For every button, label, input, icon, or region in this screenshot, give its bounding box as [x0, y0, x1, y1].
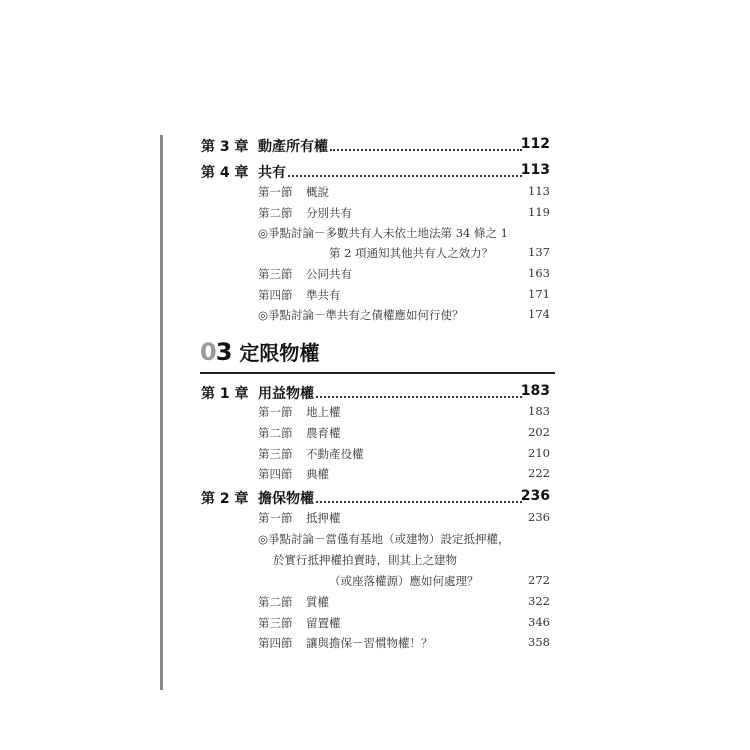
section-label: 第二節 — [258, 426, 293, 440]
discussion-title[interactable]: ◎爭點討論－當僅有基地（或建物）設定抵押權， — [258, 532, 510, 546]
discussion-page: 137 — [528, 245, 550, 259]
section-label: 第三節 — [258, 267, 293, 281]
section-title[interactable]: 典權 — [306, 467, 329, 481]
chapter-2-title: 擔保物權 — [258, 491, 314, 507]
section-label: 第一節 — [258, 405, 293, 419]
section-title[interactable]: 不動產役權 — [306, 447, 364, 461]
chapter-3-label: 第 3 章 — [201, 139, 249, 155]
chapter-2-label: 第 2 章 — [201, 491, 249, 507]
chapter-2-page: 236 — [520, 488, 550, 504]
section-label: 第二節 — [258, 206, 293, 220]
section-label: 第二節 — [258, 595, 293, 609]
discussion-title-continued: 於實行抵押權拍賣時，則其上之建物 — [273, 553, 457, 567]
section-title[interactable]: 公同共有 — [306, 267, 352, 281]
section-label: 第四節 — [258, 288, 293, 302]
section-page: 113 — [528, 184, 550, 198]
chapter-3-title-row[interactable] — [258, 136, 524, 156]
chapter-4-label: 第 4 章 — [201, 165, 249, 181]
section-page: 346 — [528, 615, 550, 629]
section-title[interactable]: 留置權 — [306, 616, 341, 630]
chapter-1-label: 第 1 章 — [201, 386, 249, 402]
section-page: 202 — [528, 425, 550, 439]
chapter-3-title: 動產所有權 — [258, 139, 328, 155]
discussion-title[interactable]: ◎爭點討論－準共有之債權應如何行使？ — [258, 308, 464, 322]
section-page: 322 — [528, 594, 550, 608]
section-label: 第三節 — [258, 616, 293, 630]
chapter-1-title-row[interactable] — [258, 383, 524, 403]
chapter-3-page: 112 — [520, 136, 550, 152]
section-label: 第一節 — [258, 185, 293, 199]
section-title[interactable]: 抵押權 — [306, 511, 341, 525]
section-title[interactable]: 地上權 — [306, 405, 341, 419]
section-title[interactable]: 準共有 — [306, 288, 341, 302]
section-label: 第四節 — [258, 636, 293, 650]
chapter-1-page: 183 — [520, 383, 550, 399]
discussion-title-continued: 第 2 項通知其他共有人之效力？ — [329, 246, 494, 260]
section-title[interactable]: 分別共有 — [306, 206, 352, 220]
part-number: 03 — [200, 338, 232, 366]
section-page: 358 — [528, 635, 550, 649]
section-title[interactable]: 質權 — [306, 595, 329, 609]
chapter-4-title-row[interactable] — [258, 162, 524, 182]
section-page: 163 — [528, 266, 550, 280]
dot-leader — [316, 501, 522, 503]
dot-leader — [330, 149, 522, 151]
discussion-page: 272 — [528, 573, 550, 587]
section-page: 183 — [528, 404, 550, 418]
section-label: 第四節 — [258, 467, 293, 481]
section-page: 171 — [528, 287, 550, 301]
section-title[interactable]: 概說 — [306, 185, 329, 199]
chapter-1-title: 用益物權 — [258, 386, 314, 402]
chapter-4-page: 113 — [520, 162, 550, 178]
part-heading — [200, 337, 319, 366]
part-title: 定限物權 — [239, 341, 320, 365]
section-page: 210 — [528, 446, 550, 460]
discussion-page: 174 — [528, 307, 550, 321]
dot-leader — [316, 396, 522, 398]
section-page: 222 — [528, 466, 550, 480]
chapter-4-title: 共有 — [258, 165, 286, 181]
section-label: 第一節 — [258, 511, 293, 525]
discussion-title[interactable]: ◎爭點討論－多數共有人未依土地法第 34 條之 1 — [258, 226, 508, 240]
section-title[interactable]: 讓與擔保－習慣物權！？ — [306, 636, 433, 650]
section-page: 119 — [528, 205, 550, 219]
part-divider — [200, 372, 555, 374]
section-label: 第三節 — [258, 447, 293, 461]
section-title[interactable]: 農育權 — [306, 426, 341, 440]
section-page: 236 — [528, 510, 550, 524]
dot-leader — [288, 175, 522, 177]
chapter-2-title-row[interactable] — [258, 488, 524, 508]
discussion-title-continued: （或座落權源）應如何處理？ — [329, 574, 479, 588]
margin-bar — [160, 135, 163, 690]
